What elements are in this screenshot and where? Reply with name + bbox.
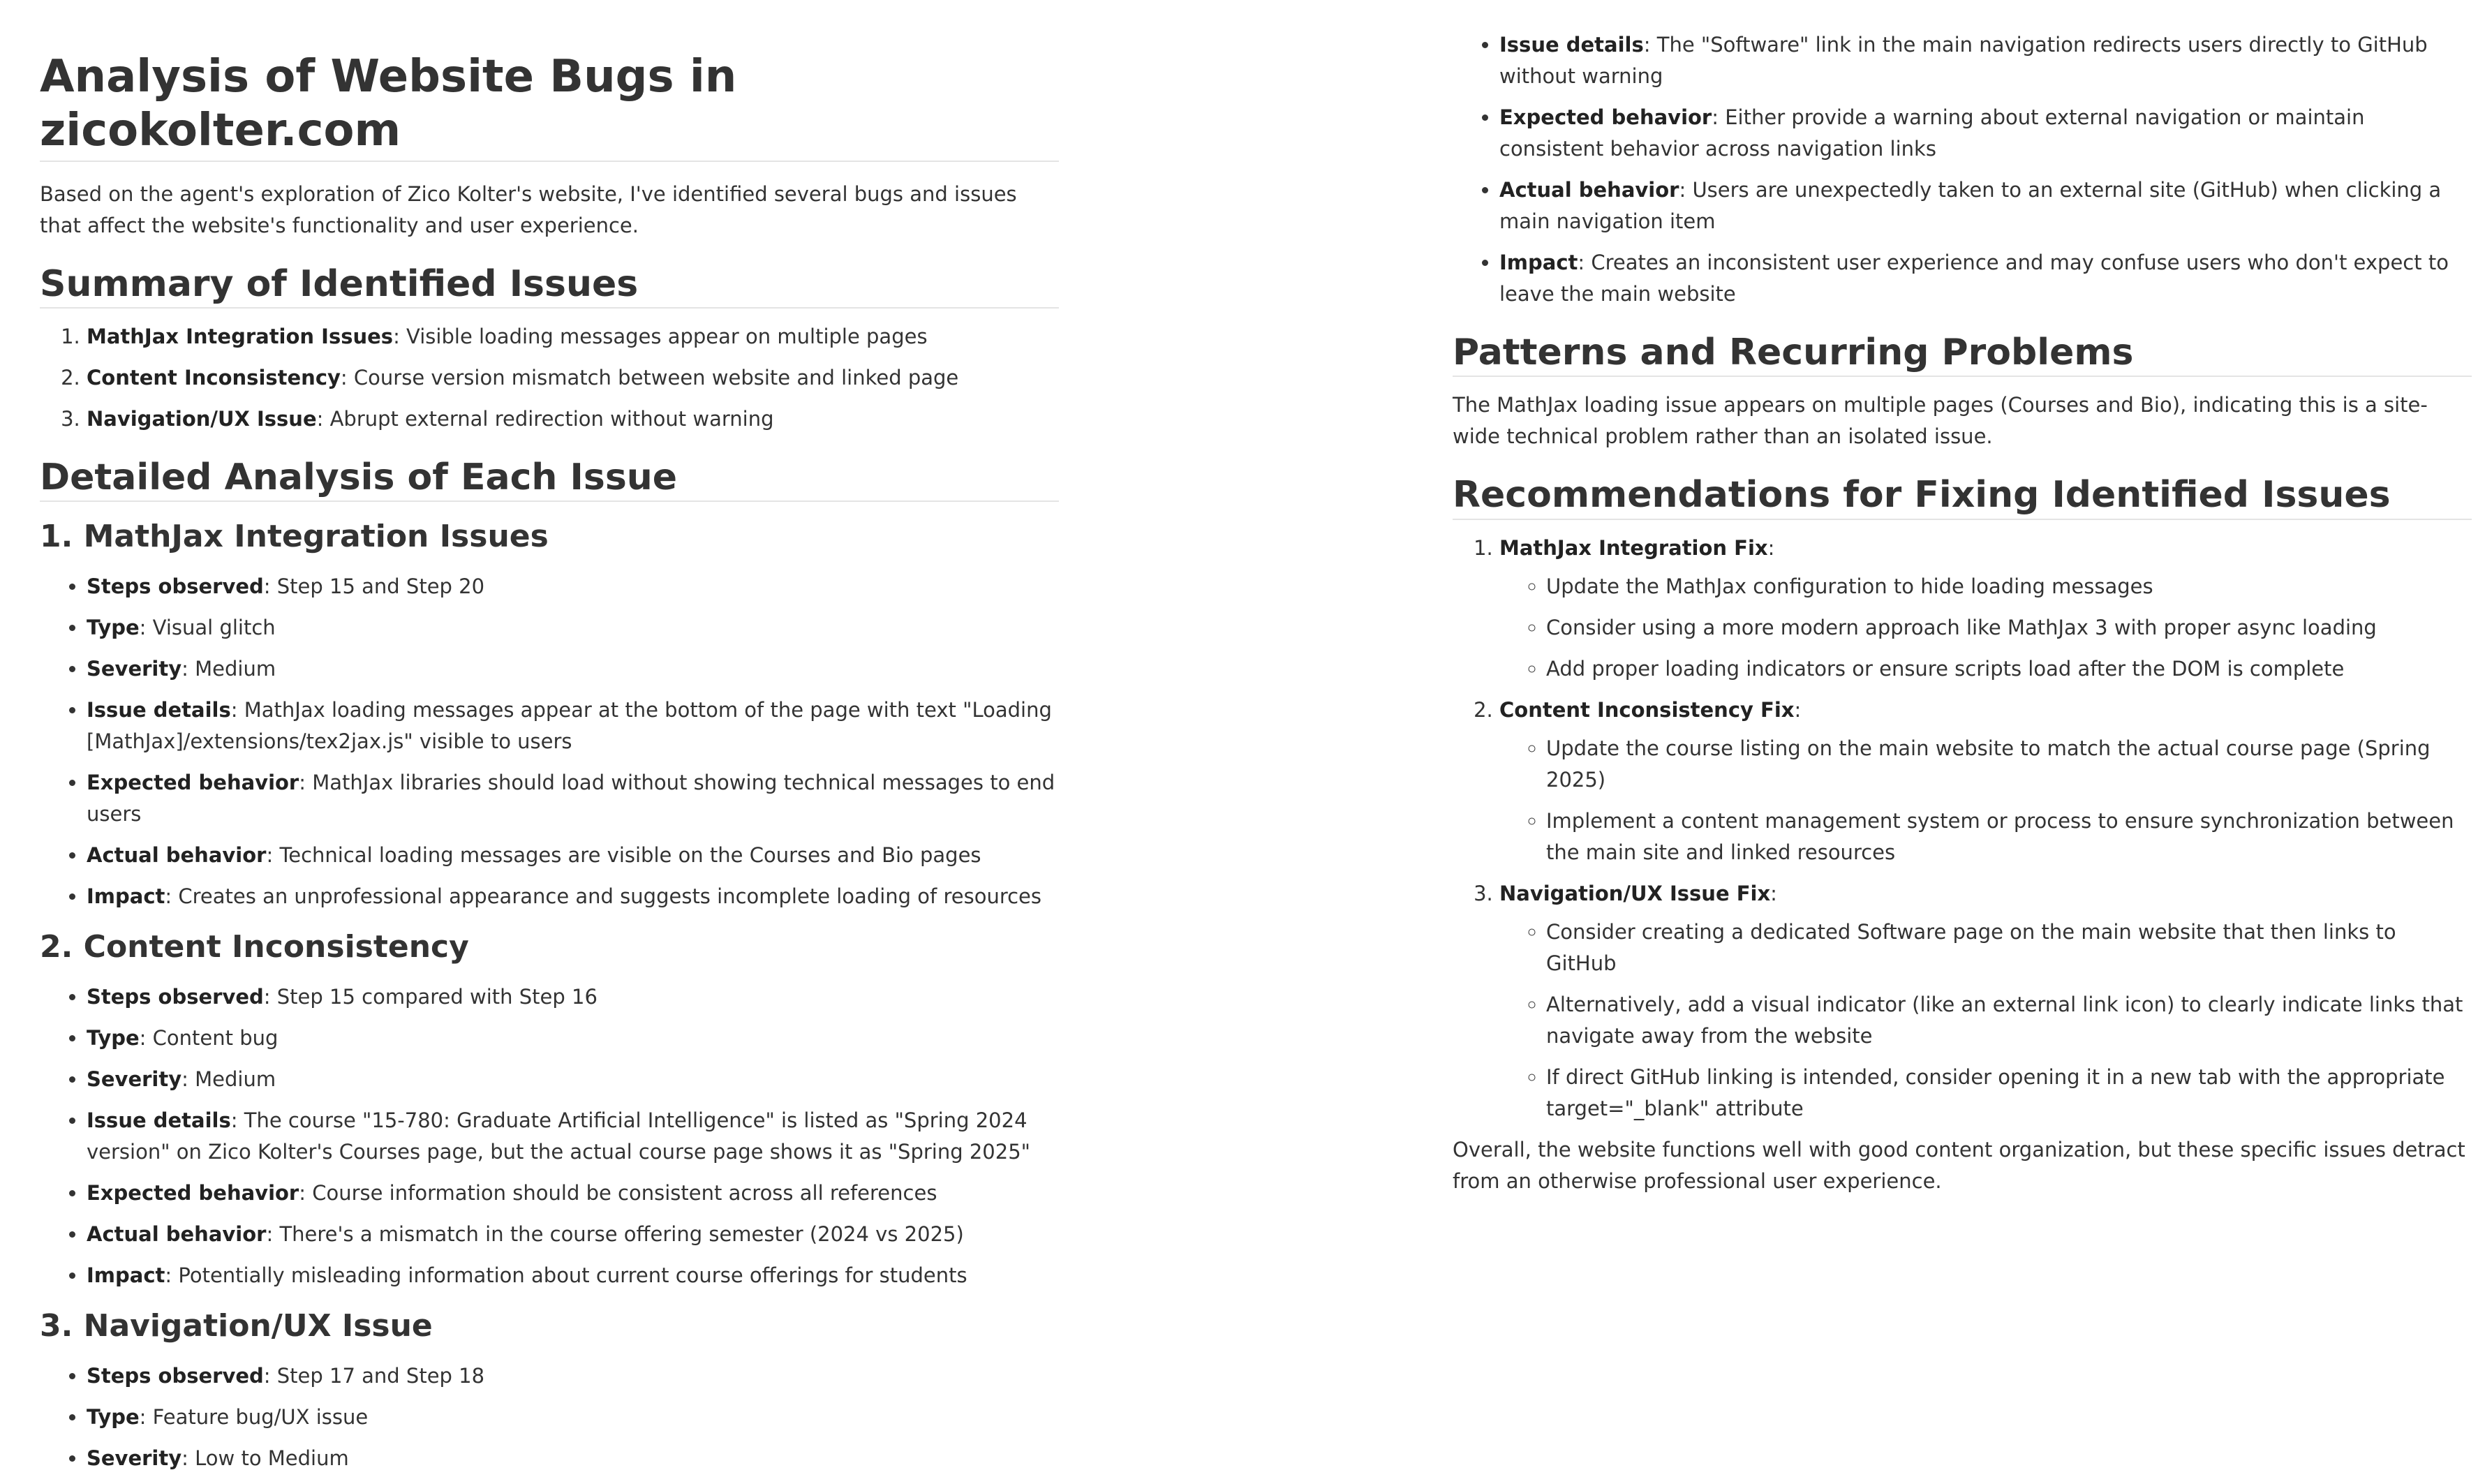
detail-item bbox=[87, 1260, 1059, 1291]
recommendation-subitem: ◦ Update the MathJax configuration to hide loading messages bbox=[1546, 571, 2472, 602]
detail-label: Impact bbox=[87, 884, 165, 909]
summary-list bbox=[40, 321, 1059, 435]
detail-label: Impact bbox=[87, 1263, 165, 1287]
detail-text: : Creates an unprofessional appearance and suggests incomplete loading of resources bbox=[165, 884, 1041, 909]
detail-item bbox=[87, 840, 1059, 871]
detail-item bbox=[1499, 247, 2472, 310]
detail-item bbox=[87, 981, 1059, 1013]
detail-label: Type bbox=[87, 616, 140, 640]
summary-item bbox=[87, 403, 1059, 435]
detail-item bbox=[87, 881, 1059, 912]
issue-details-list bbox=[40, 981, 1059, 1291]
recommendation-sublist bbox=[1499, 733, 2472, 868]
detail-text: : Potentially misleading information about current course offerings for students bbox=[165, 1263, 967, 1287]
detail-label: Type bbox=[87, 1404, 140, 1429]
detail-item bbox=[87, 1023, 1059, 1054]
recommendation-colon: : bbox=[1794, 697, 1802, 722]
detail-text: : MathJax loading messages appear at the bottom of the page with text "Loading [MathJax]/extensions/tex2jax.js" visible to users bbox=[87, 698, 1052, 754]
recommendation-subitem: ◦ If direct GitHub linking is intended, consider opening it in a new tab with the appropriate target="_blank" attribute bbox=[1546, 1062, 2472, 1125]
detail-label: Severity bbox=[87, 1446, 182, 1470]
detail-label: Issue details bbox=[87, 1108, 231, 1132]
recommendation-sublist bbox=[1499, 917, 2472, 1125]
recommendations-heading: Recommendations for Fixing Identified Issues bbox=[1453, 473, 2472, 519]
summary-heading: Summary of Identified Issues bbox=[40, 262, 1059, 309]
detail-text: : Technical loading messages are visible on the Courses and Bio pages bbox=[266, 843, 981, 868]
detail-item bbox=[87, 1402, 1059, 1433]
recommendation-subitem: ◦ Consider creating a dedicated Software page on the main website that then links to GitHub bbox=[1546, 917, 2472, 979]
page-title: Analysis of Website Bugs in zicokolter.com bbox=[40, 50, 1059, 162]
issue-heading: 1. MathJax Integration Issues bbox=[40, 519, 549, 555]
recommendation-subitem: ◦ Update the course listing on the main website to match the actual course page (Spring 2025) bbox=[1546, 733, 2472, 796]
detail-text: : Either provide a warning about external navigation or maintain consistent behavior across navigation links bbox=[1499, 105, 2365, 161]
issue-details-list bbox=[40, 1360, 1059, 1474]
recommendation-item bbox=[1499, 878, 2472, 1125]
detail-text: : The "Software" link in the main navigation redirects users directly to GitHub without warning bbox=[1499, 33, 2428, 88]
detail-item bbox=[87, 767, 1059, 830]
detail-text: : There's a mismatch in the course offering semester (2024 vs 2025) bbox=[266, 1222, 964, 1246]
detail-label: Type bbox=[87, 1025, 140, 1050]
detail-text: : Medium bbox=[181, 657, 276, 681]
recommendation-title: MathJax Integration Fix bbox=[1499, 535, 1768, 560]
summary-item-title: MathJax Integration Issues bbox=[87, 324, 394, 348]
right-column bbox=[1453, 0, 2472, 1211]
detail-item bbox=[87, 571, 1059, 602]
detail-text: : The course "15-780: Graduate Artificial Intelligence" is listed as "Spring 2024 version" on Zico Kolter's Courses page, but the actual course page shows it as "Spring 2025" bbox=[87, 1108, 1030, 1164]
detail-item bbox=[87, 695, 1059, 757]
detailed-heading: Detailed Analysis of Each Issue bbox=[40, 456, 1059, 502]
issue-details-list bbox=[40, 571, 1059, 912]
patterns-heading: Patterns and Recurring Problems bbox=[1453, 331, 2472, 377]
detail-text: : Medium bbox=[181, 1067, 276, 1091]
summary-item-text: : Abrupt external redirection without warning bbox=[316, 406, 774, 431]
detail-label: Actual behavior bbox=[87, 843, 267, 868]
detail-text: : MathJax libraries should load without showing technical messages to end users bbox=[87, 771, 1055, 826]
detail-label: Expected behavior bbox=[87, 1180, 299, 1205]
detail-text: : Visual glitch bbox=[139, 616, 276, 640]
detail-label: Actual behavior bbox=[1499, 178, 1679, 202]
detail-label: Issue details bbox=[87, 698, 231, 722]
detail-item bbox=[87, 653, 1059, 685]
recommendation-sublist bbox=[1499, 571, 2472, 685]
detail-item bbox=[1499, 29, 2472, 92]
detail-item bbox=[1499, 102, 2472, 165]
detail-text: : Low to Medium bbox=[181, 1446, 349, 1470]
detail-label: Severity bbox=[87, 657, 182, 681]
recommendation-subitem: ◦ Consider using a more modern approach like MathJax 3 with proper async loading bbox=[1546, 612, 2472, 644]
left-column bbox=[40, 0, 1059, 1484]
detail-text: : Content bug bbox=[139, 1025, 279, 1050]
detail-label: Impact bbox=[1499, 251, 1578, 274]
detail-item bbox=[87, 1105, 1059, 1168]
detail-item bbox=[87, 1219, 1059, 1250]
summary-item-title: Content Inconsistency bbox=[87, 365, 341, 389]
detail-item bbox=[87, 612, 1059, 644]
detail-label: Expected behavior bbox=[87, 771, 299, 795]
recommendation-title: Navigation/UX Issue Fix bbox=[1499, 881, 1771, 905]
detail-item bbox=[87, 1178, 1059, 1209]
recommendation-subitem: ◦ Alternatively, add a visual indicator (like an external link icon) to clearly indicate links that navigate away from the website bbox=[1546, 989, 2472, 1052]
detail-text: : Creates an inconsistent user experience and may confuse users who don't expect to leave the main website bbox=[1499, 251, 2449, 306]
detail-label: Severity bbox=[87, 1067, 182, 1091]
conclusion-paragraph: Overall, the website functions well with good content organization, but these specific issues detract from an otherwise professional user experience. bbox=[1453, 1137, 2465, 1193]
detail-text: : Course information should be consistent across all references bbox=[299, 1180, 937, 1205]
detail-text: : Users are unexpectedly taken to an external site (GitHub) when clicking a main navigation item bbox=[1499, 178, 2442, 233]
detail-text: : Feature bug/UX issue bbox=[139, 1404, 369, 1429]
recommendation-colon: : bbox=[1770, 881, 1777, 905]
recommendation-colon: : bbox=[1767, 535, 1775, 560]
recommendation-subitem: ◦ Implement a content management system or process to ensure synchronization between the main site and linked resources bbox=[1546, 806, 2472, 868]
recommendations-list bbox=[1453, 533, 2472, 1125]
detail-text: : Step 15 and Step 20 bbox=[263, 574, 485, 599]
recommendation-item bbox=[1499, 533, 2472, 685]
detail-text: : Step 15 compared with Step 16 bbox=[263, 984, 598, 1009]
summary-item bbox=[87, 321, 1059, 353]
summary-item bbox=[87, 362, 1059, 394]
detail-label: Steps observed bbox=[87, 984, 264, 1009]
detail-label: Steps observed bbox=[87, 574, 264, 599]
detail-text: : Step 17 and Step 18 bbox=[263, 1363, 485, 1388]
recommendation-item bbox=[1499, 695, 2472, 868]
intro-paragraph: Based on the agent's exploration of Zico Kolter's website, I've identified several bugs and issues that affect the website's functionality and user experience. bbox=[40, 181, 1017, 237]
detail-label: Expected behavior bbox=[1499, 105, 1712, 129]
detail-item bbox=[87, 1064, 1059, 1095]
summary-item-text: : Course version mismatch between website and linked page bbox=[340, 365, 959, 389]
detail-label: Steps observed bbox=[87, 1363, 264, 1388]
summary-item-title: Navigation/UX Issue bbox=[87, 406, 317, 431]
issue-heading: 3. Navigation/UX Issue bbox=[40, 1307, 433, 1344]
detail-label: Issue details bbox=[1499, 33, 1644, 57]
summary-item-text: : Visible loading messages appear on multiple pages bbox=[393, 324, 928, 348]
detail-label: Actual behavior bbox=[87, 1222, 267, 1246]
detail-item bbox=[87, 1360, 1059, 1392]
issue-heading: 2. Content Inconsistency bbox=[40, 929, 469, 965]
recommendation-title: Content Inconsistency Fix bbox=[1499, 697, 1795, 722]
detail-item bbox=[87, 1443, 1059, 1474]
patterns-paragraph: The MathJax loading issue appears on multiple pages (Courses and Bio), indicating this is a site-wide technical problem rather than an isolated issue. bbox=[1453, 393, 2428, 449]
detail-item bbox=[1499, 175, 2472, 237]
recommendation-subitem: ◦ Add proper loading indicators or ensure scripts load after the DOM is complete bbox=[1546, 653, 2472, 685]
issue-details-list-continued bbox=[1453, 29, 2472, 310]
